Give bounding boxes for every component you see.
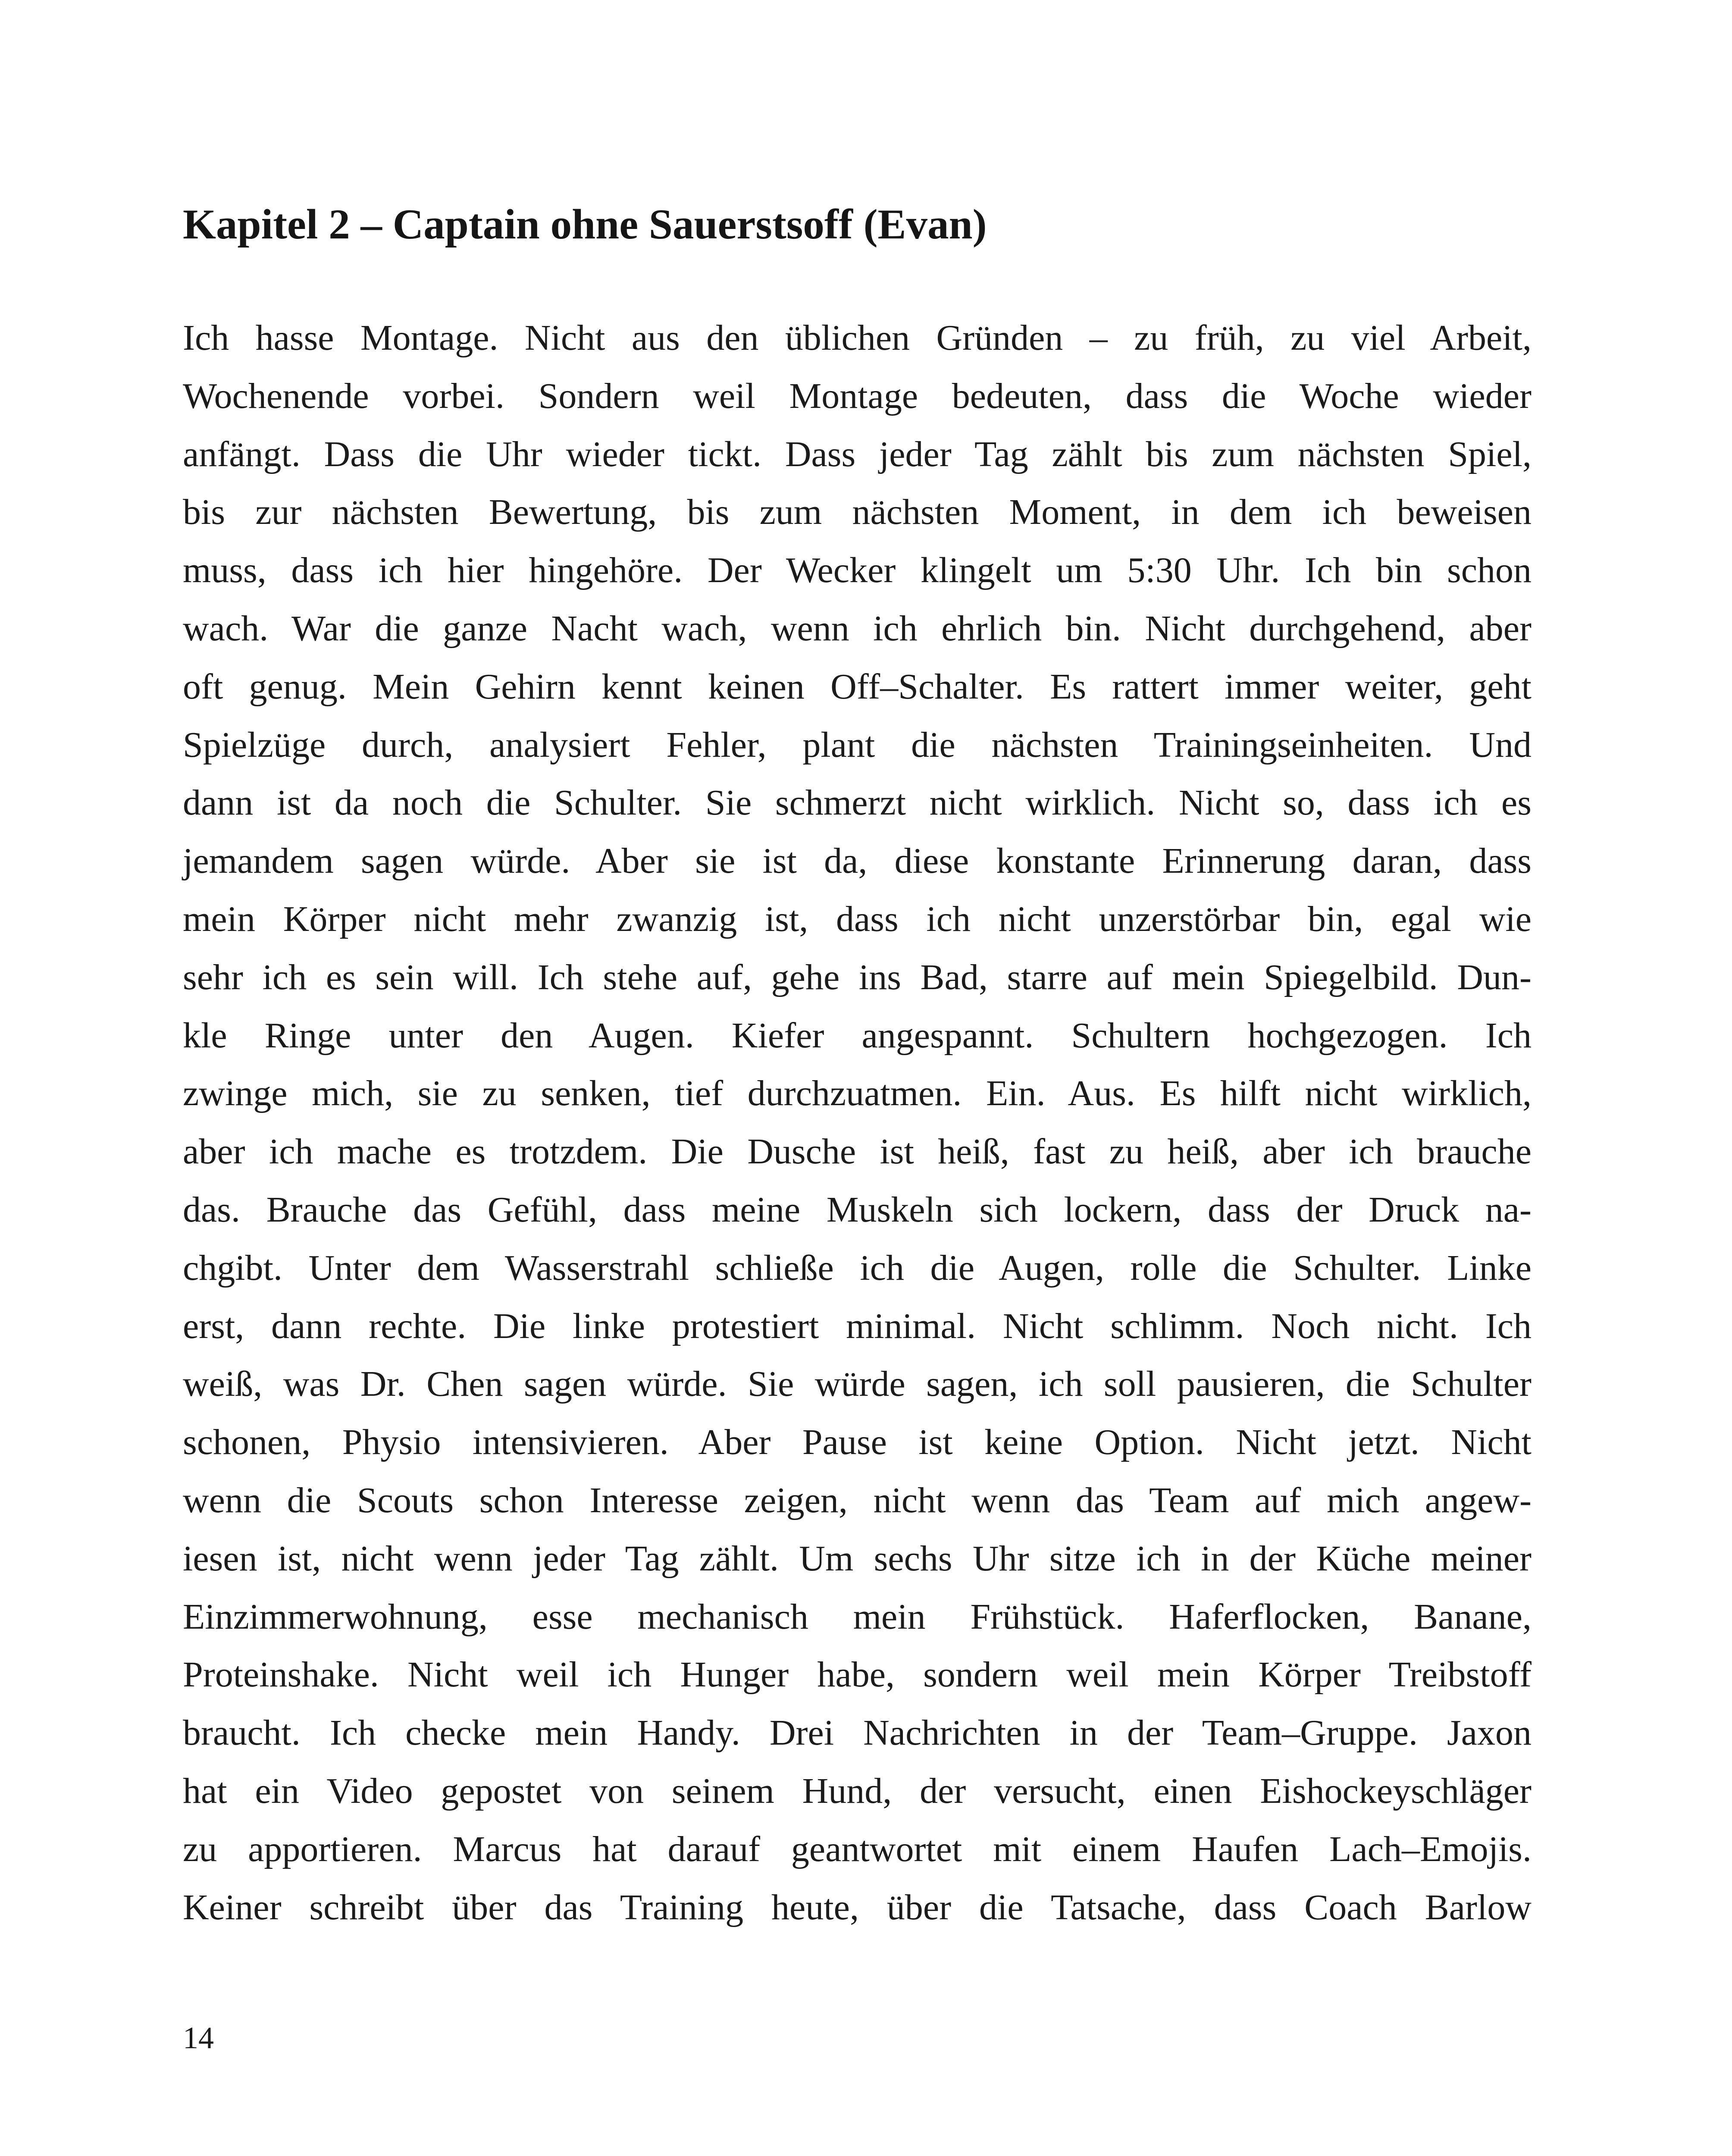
- text-line: kle Ringe unter den Augen. Kiefer angespannt. Schultern hochgezogen. Ich: [183, 1015, 1532, 1056]
- text-line: sehr ich es sein will. Ich stehe auf, gehe ins Bad, starre auf mein Spiegelbild. Dun-: [183, 957, 1532, 997]
- text-line: hat ein Video gepostet von seinem Hund, der versucht, einen Eishockeyschläger: [183, 1771, 1532, 1811]
- text-line: Keiner schreibt über das Training heute, über die Tatsache, dass Coach Barlow: [183, 1887, 1532, 1927]
- text-line: Ich hasse Montage. Nicht aus den üblichen Gründen – zu früh, zu viel Arbeit,: [183, 318, 1532, 358]
- text-line: schonen, Physio intensivieren. Aber Pause ist keine Option. Nicht jetzt. Nicht: [183, 1422, 1532, 1463]
- text-line: braucht. Ich checke mein Handy. Drei Nachrichten in der Team–Gruppe. Jaxon: [183, 1713, 1532, 1753]
- text-line: zu apportieren. Marcus hat darauf geantwortet mit einem Haufen Lach–Emojis.: [183, 1829, 1532, 1869]
- text-line: Spielzüge durch, analysiert Fehler, plant die nächsten Trainingseinheiten. Und: [183, 724, 1532, 765]
- text-line: weiß, was Dr. Chen sagen würde. Sie würde sagen, ich soll pausieren, die Schulter: [183, 1364, 1532, 1404]
- text-line: oft genug. Mein Gehirn kennt keinen Off–Schalter. Es rattert immer weiter, geht: [183, 666, 1532, 707]
- text-line: Proteinshake. Nicht weil ich Hunger habe, sondern weil mein Körper Treibstoff: [183, 1655, 1532, 1695]
- text-line: aber ich mache es trotzdem. Die Dusche ist heiß, fast zu heiß, aber ich brauche: [183, 1131, 1532, 1172]
- text-line: muss, dass ich hier hingehöre. Der Wecker klingelt um 5:30 Uhr. Ich bin schon: [183, 550, 1532, 591]
- page-number: 14: [183, 2021, 214, 2055]
- text-line: das. Brauche das Gefühl, dass meine Muskeln sich lockern, dass der Druck na-: [183, 1189, 1532, 1230]
- text-line: dann ist da noch die Schulter. Sie schmerzt nicht wirklich. Nicht so, dass ich es: [183, 783, 1532, 823]
- text-line: jemandem sagen würde. Aber sie ist da, diese konstante Erinnerung daran, dass: [183, 841, 1532, 881]
- text-line: zwinge mich, sie zu senken, tief durchzuatmen. Ein. Aus. Es hilft nicht wirklich,: [183, 1073, 1532, 1114]
- text-line: chgibt. Unter dem Wasserstrahl schließe ich die Augen, rolle die Schulter. Linke: [183, 1247, 1532, 1288]
- text-line: mein Körper nicht mehr zwanzig ist, dass ich nicht unzerstörbar bin, egal wie: [183, 899, 1532, 939]
- text-line: wenn die Scouts schon Interesse zeigen, nicht wenn das Team auf mich angew-: [183, 1480, 1532, 1520]
- text-line: Einzimmerwohnung, esse mechanisch mein Frühstück. Haferflocken, Banane,: [183, 1596, 1532, 1637]
- text-line: iesen ist, nicht wenn jeder Tag zählt. Um sechs Uhr sitze ich in der Küche meiner: [183, 1538, 1532, 1579]
- text-line: erst, dann rechte. Die linke protestiert minimal. Nicht schlimm. Noch nicht. Ich: [183, 1306, 1532, 1346]
- text-line: wach. War die ganze Nacht wach, wenn ich ehrlich bin. Nicht durchgehend, aber: [183, 608, 1532, 649]
- text-line: anfängt. Dass die Uhr wieder tickt. Dass jeder Tag zählt bis zum nächsten Spiel,: [183, 434, 1532, 474]
- body-text: [183, 309, 1532, 1937]
- text-line: Wochenende vorbei. Sondern weil Montage bedeuten, dass die Woche wieder: [183, 376, 1532, 416]
- text-line: bis zur nächsten Bewertung, bis zum nächsten Moment, in dem ich beweisen: [183, 492, 1532, 533]
- chapter-title: Kapitel 2 – Captain ohne Sauerstsoff (Evan): [183, 201, 987, 248]
